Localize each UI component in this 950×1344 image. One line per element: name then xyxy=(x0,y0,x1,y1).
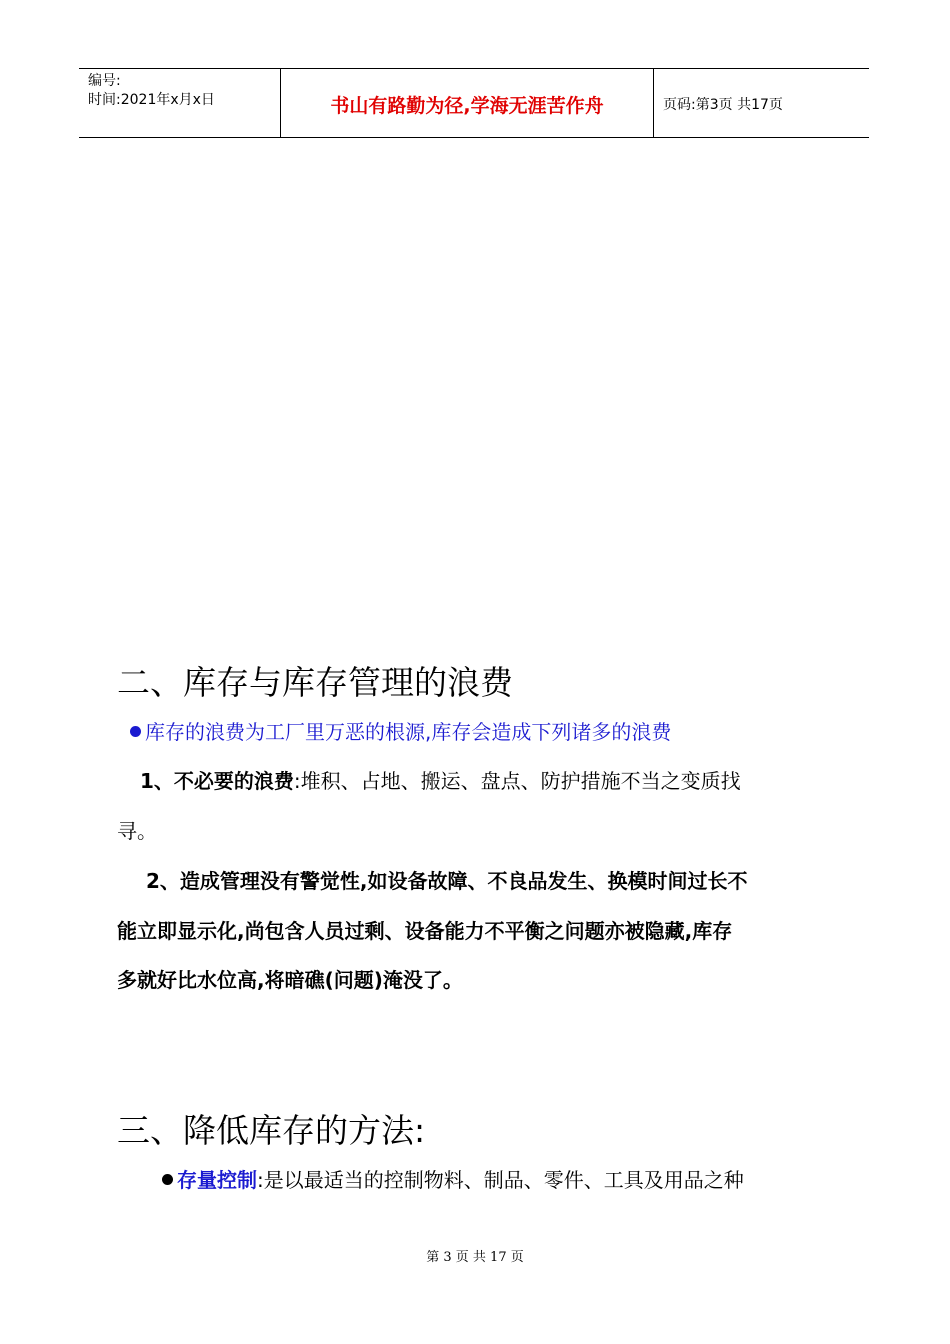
section-2-title: 二、库存与库存管理的浪费 xyxy=(117,663,513,702)
section-3-title: 三、降低库存的方法: xyxy=(117,1111,426,1150)
header-meta-cell xyxy=(79,69,281,137)
item-1-continuation: 寻。 xyxy=(117,819,157,843)
item-1-text: :堆积、占地、搬运、盘点、防护措施不当之变质找 xyxy=(293,769,741,793)
item-2-line-3: 多就好比水位高,将暗礁(问题)淹没了。 xyxy=(117,968,463,992)
item-2-line-2: 能立即显示化,尚包含人员过剩、设备能力不平衡之问题亦被隐藏,库存 xyxy=(117,919,733,943)
bullet-icon xyxy=(130,726,141,737)
item-2-line-1: 2、造成管理没有警觉性,如设备故障、不良品发生、换模时间过长不 xyxy=(146,869,748,893)
section-3-bullet-text: :是以最适当的控制物料、制品、零件、工具及用品之种 xyxy=(257,1168,744,1192)
item-1-line xyxy=(140,767,741,795)
page-info: 页码:第3页 共17页 xyxy=(663,97,783,113)
item-1-lead: 1、不必要的浪费 xyxy=(140,769,294,793)
motto-text: 书山有路勤为径,学海无涯苦作舟 xyxy=(330,95,604,117)
time-label: 时间:2021年x月x日 xyxy=(88,92,215,108)
bullet-icon xyxy=(162,1174,173,1185)
section-2-bullet-text: 库存的浪费为工厂里万恶的根源,库存会造成下列诸多的浪费 xyxy=(145,720,672,744)
header-motto-cell xyxy=(281,69,654,137)
header-page-cell xyxy=(654,69,869,137)
number-label: 编号: xyxy=(88,73,121,89)
section-3-bullet xyxy=(162,1166,744,1194)
section-3-bullet-lead: 存量控制 xyxy=(177,1168,257,1192)
section-2-bullet xyxy=(130,718,671,746)
header-table xyxy=(79,68,869,138)
page-footer: 第 3 页 共 17 页 xyxy=(426,1250,524,1265)
